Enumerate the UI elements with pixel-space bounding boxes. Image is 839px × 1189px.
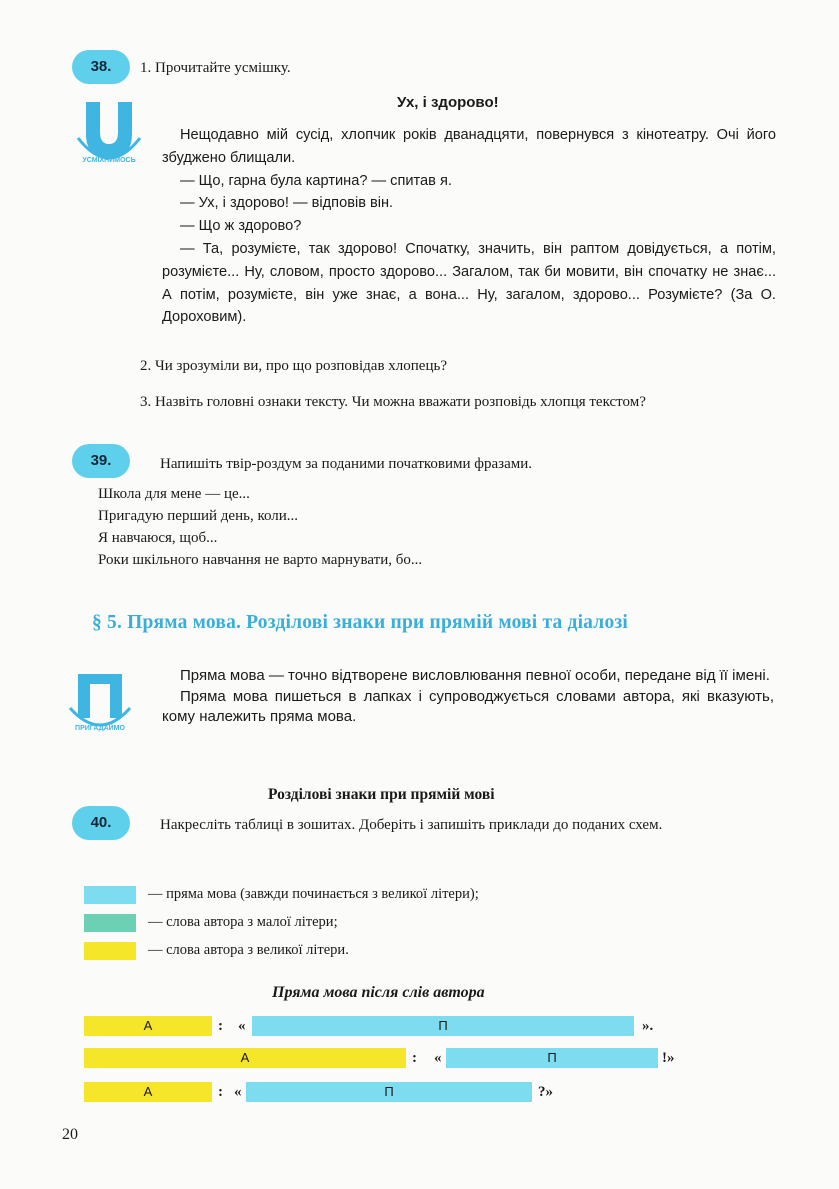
author-words-bar: А	[84, 1048, 406, 1068]
page-number: 20	[62, 1126, 78, 1143]
author-words-bar: А	[84, 1016, 212, 1036]
ex39-phrase: Пригадую перший день, коли...	[98, 508, 299, 524]
scheme-colon: :	[218, 1084, 223, 1100]
rule-1: Пряма мова — точно відтворене висловлювання певної особи, передане від її імені.	[180, 667, 770, 684]
subheading: Розділові знаки при прямій мові	[268, 786, 495, 803]
scheme-title: Пряма мова після слів автора	[272, 984, 485, 1001]
ex38-task-2: 2. Чи зрозуміли ви, про що розповідав хлопець?	[140, 358, 447, 374]
legend-text-author-upper: — слова автора з великої літери.	[148, 942, 349, 958]
rule-text	[162, 666, 774, 728]
ex39-phrase: Я навчаюся, щоб...	[98, 530, 218, 546]
ex39-task: Напишіть твір-роздум за поданими початковими фразами.	[160, 456, 533, 472]
scheme-open-quote: «	[238, 1018, 246, 1034]
ex40-task: Накресліть таблиці в зошитах. Доберіть і запишіть приклади до поданих схем.	[160, 817, 663, 833]
ex38-task-3: 3. Назвіть головні ознаки тексту. Чи можна вважати розповідь хлопця текстом?	[140, 394, 646, 410]
direct-speech-bar: П	[246, 1082, 532, 1102]
icon-u-label: УСМІХНИМОСЬ	[82, 157, 136, 164]
story-paragraph: — Ух, і здорово! — відповів він.	[180, 195, 394, 212]
author-words-bar: А	[84, 1082, 212, 1102]
legend-swatch-direct	[84, 886, 136, 904]
story-paragraph: — Що ж здорово?	[180, 218, 302, 235]
remember-p-icon	[68, 668, 132, 738]
icon-p-label: ПРИГАДАЙМО	[75, 725, 125, 732]
story-title: Ух, і здорово!	[397, 94, 499, 111]
story-paragraph: — Що, гарна була картина? — спитав я.	[180, 172, 452, 189]
story-text	[162, 124, 776, 329]
exercise-38-badge: 38.	[72, 50, 130, 84]
legend-text-author-lower: — слова автора з малої літери;	[148, 914, 338, 930]
story-paragraph: — Та, розумієте, так здорово! Спочатку, значить, він раптом довідується, а потім, розумієте... Ну, словом, просто здорово... Загалом, так би мовити, він спочатку не знає... А потім, розумієте, він уже знає, а вона... Ну, загалом, здорово... Розумієте? (За О. Дороховим).	[162, 240, 776, 326]
scheme-colon: :	[218, 1018, 223, 1034]
scheme-close-mark: !»	[662, 1050, 675, 1066]
scheme-close-mark: ».	[642, 1018, 654, 1034]
ex38-task-1: 1. Прочитайте усмішку.	[140, 60, 291, 76]
scheme-colon: :	[412, 1050, 417, 1066]
legend-text-direct: — пряма мова (завжди починається з великої літери);	[148, 886, 479, 902]
exercise-40-badge: 40.	[72, 806, 130, 840]
exercise-39-badge: 39.	[72, 444, 130, 478]
section-title: § 5. Пряма мова. Розділові знаки при прямій мові та діалозі	[92, 612, 629, 633]
scheme-open-quote: «	[434, 1050, 442, 1066]
rule-2: Пряма мова пишеться в лапках і супроводжується словами автора, які вказують, кому належить пряма мова.	[162, 687, 774, 725]
direct-speech-bar: П	[446, 1048, 658, 1068]
ex39-phrase: Роки шкільного навчання не варто марнувати, бо...	[98, 552, 423, 568]
legend-swatch-author-upper	[84, 942, 136, 960]
legend-swatch-author-lower	[84, 914, 136, 932]
ex39-phrase: Школа для мене — це...	[98, 486, 250, 502]
story-paragraph: Нещодавно мій сусід, хлопчик років дванадцяти, повернувся з кінотеатру. Очі його збуджено блищали.	[162, 127, 776, 166]
scheme-close-mark: ?»	[538, 1084, 553, 1100]
smile-u-icon	[74, 98, 144, 170]
scheme-open-quote: «	[234, 1084, 242, 1100]
direct-speech-bar: П	[252, 1016, 634, 1036]
